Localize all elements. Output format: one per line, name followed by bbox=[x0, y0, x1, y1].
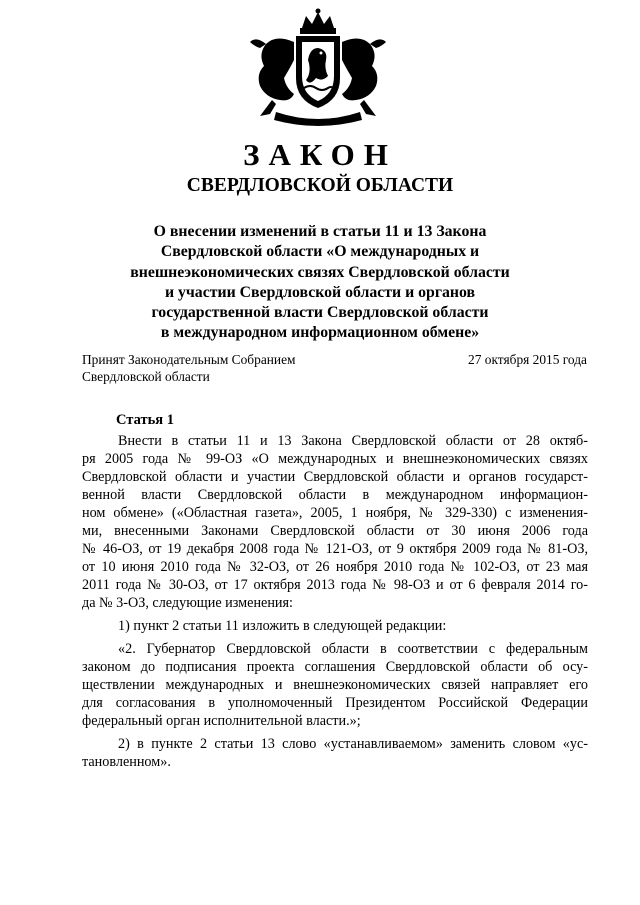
article-text-line: ря 2005 года № 99-ОЗ «О международных и внешнеэкономических связях bbox=[82, 451, 588, 467]
article-title: Статья 1 bbox=[116, 412, 174, 428]
quoted-text-line: «2. Губернатор Свердловской области в соответствии с федеральным bbox=[118, 641, 588, 657]
adopted-by bbox=[82, 351, 296, 385]
quoted-text-line: законом до подписания проекта соглашения Свердловской области об осу- bbox=[82, 659, 588, 675]
law-heading-line: в международном информационном обмене» bbox=[160, 324, 480, 342]
article-item-2-line: тановленном». bbox=[82, 754, 171, 770]
article-text-line: венной власти Свердловской области в международном информацион- bbox=[82, 487, 588, 503]
adoption-date: 27 октября 2015 года bbox=[468, 352, 587, 367]
law-heading bbox=[120, 222, 520, 344]
law-heading-line: внешнеэкономических связях Свердловской области bbox=[130, 263, 510, 281]
article-text-line: 2011 года № 30-ОЗ, от 17 октября 2013 года № 98-ОЗ и от 6 февраля 2014 го- bbox=[82, 577, 588, 593]
article-item-1: 1) пункт 2 статьи 11 изложить в следующей редакции: bbox=[118, 618, 447, 634]
quoted-text-line: для согласования в уполномоченный Президентом Российской Федерации bbox=[82, 695, 588, 711]
law-heading-line: О внесении изменений в статьи 11 и 13 Закона bbox=[153, 223, 487, 240]
quoted-text-line: федеральный орган исполнительной власти.»; bbox=[82, 713, 361, 729]
adopted-by-line: Свердловской области bbox=[82, 369, 210, 384]
article-text-line: ми, внесенными Законами Свердловской области от 30 июня 2006 года bbox=[82, 523, 588, 539]
article-text-line: Свердловской области и участии Свердловской области и органов государст- bbox=[82, 469, 588, 485]
article-text-line: от 10 июня 2010 года № 32-ОЗ, от 26 ноября 2010 года № 102-ОЗ, от 23 мая bbox=[82, 559, 588, 575]
adopted-by-line: Принят Законодательным Собранием bbox=[82, 352, 296, 367]
quoted-text-line: ществлении международных и внешнеэкономических связей направляет его bbox=[82, 677, 588, 693]
document-title: ЗАКОН bbox=[243, 137, 397, 172]
article-text-line: ном обмене» («Областная газета», 2005, 1 ноября, № 329-330) с изменения- bbox=[82, 505, 588, 521]
article-text-line: № 46-ОЗ, от 19 декабря 2008 года № 121-ОЗ, от 9 октября 2009 года № 81-ОЗ, bbox=[82, 541, 588, 557]
law-heading-line: и участии Свердловской области и органов bbox=[164, 283, 476, 301]
article-item-2-line: 2) в пункте 2 статьи 13 слово «устанавливаемом» заменить словом «ус- bbox=[118, 736, 588, 752]
coat-of-arms-emblem bbox=[236, 8, 400, 130]
article-text-line: Внести в статьи 11 и 13 Закона Свердловской области от 28 октяб- bbox=[118, 433, 588, 449]
law-heading-line: государственной власти Свердловской области bbox=[151, 304, 489, 322]
article-text-line: да № 3-ОЗ, следующие изменения: bbox=[82, 595, 293, 611]
document-subtitle: СВЕРДЛОВСКОЙ ОБЛАСТИ bbox=[186, 175, 454, 196]
law-heading-line: Свердловской области «О международных и bbox=[160, 243, 480, 261]
